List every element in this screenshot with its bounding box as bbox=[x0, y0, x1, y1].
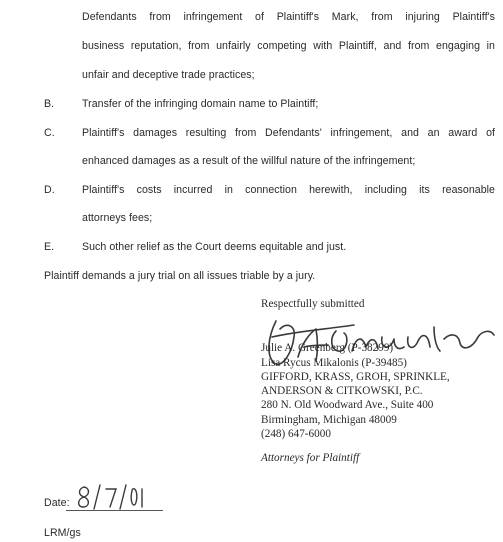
closing-text: Respectfully submitted bbox=[261, 298, 365, 310]
jury-demand: Plaintiff demands a jury trial on all issues triable by a jury. bbox=[44, 270, 316, 282]
item-b-letter: B. bbox=[44, 98, 55, 110]
attorney-name-2: Lisa Rycus Mikalonis (P-39485) bbox=[261, 356, 407, 369]
phone-line: (248) 647-6000 bbox=[261, 428, 331, 441]
handwritten-date bbox=[70, 481, 150, 511]
city-line: Birmingham, Michigan 48009 bbox=[261, 413, 397, 426]
item-d-letter: D. bbox=[44, 184, 55, 196]
item-e-text: Such other relief as the Court deems equitable and just. bbox=[82, 241, 347, 253]
attorneys-role: Attorneys for Plaintiff bbox=[261, 452, 360, 465]
signature-block bbox=[261, 297, 501, 466]
item-d-line-1: Plaintiff's costs incurred in connection herewith, including its reasonable bbox=[82, 184, 495, 196]
item-d-line-2: attorneys fees; bbox=[82, 212, 153, 224]
item-c-letter: C. bbox=[44, 127, 55, 139]
intro-line-2: business reputation, from unfairly competing with Plaintiff, and from engaging in bbox=[82, 40, 495, 52]
item-c-line-1: Plaintiff's damages resulting from Defendants' infringement, and an award of bbox=[82, 127, 495, 139]
item-c-line-2: enhanced damages as a result of the willful nature of the infringement; bbox=[82, 155, 416, 167]
intro-line-1: Defendants from infringement of Plaintiff's Mark, from injuring Plaintiff's bbox=[82, 11, 495, 23]
firm-name-line-1: GIFFORD, KRASS, GROH, SPRINKLE, bbox=[261, 370, 450, 383]
firm-name-line-2: ANDERSON & CITKOWSKI, P.C. bbox=[261, 385, 423, 398]
item-b-text: Transfer of the infringing domain name to Plaintiff; bbox=[82, 98, 319, 110]
address-line: 280 N. Old Woodward Ave., Suite 400 bbox=[261, 399, 434, 412]
attorney-name-1: Julie A. Greenberg (P-38299) bbox=[261, 342, 394, 355]
typist-initials: LRM/gs bbox=[44, 527, 81, 539]
intro-line-3: unfair and deceptive trade practices; bbox=[82, 69, 255, 81]
item-e-letter: E. bbox=[44, 241, 55, 253]
date-label: Date: bbox=[44, 497, 70, 509]
